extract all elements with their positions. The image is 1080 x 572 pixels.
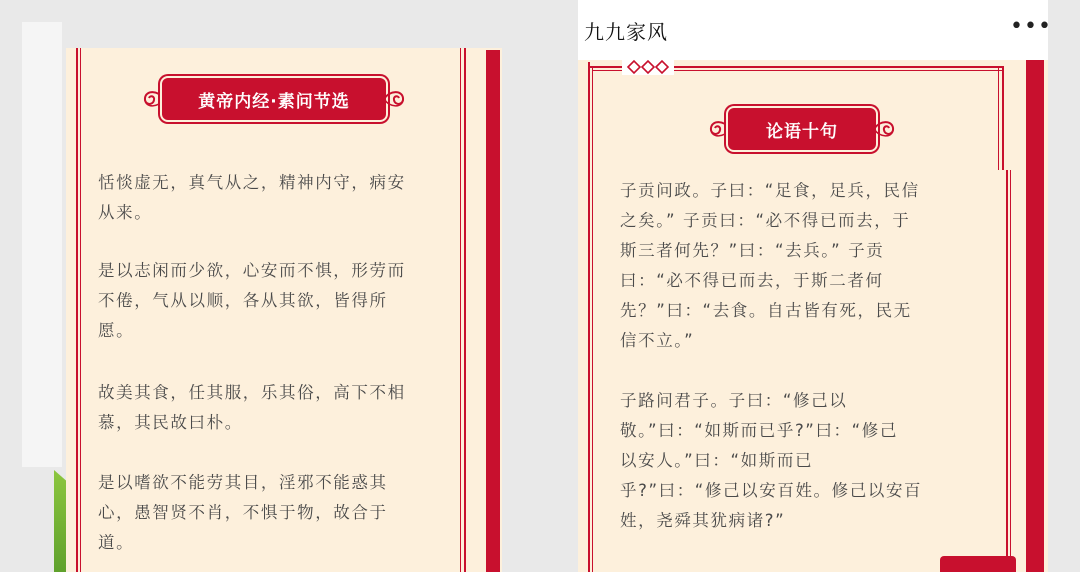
more-menu-icon[interactable]: ••• bbox=[1010, 14, 1052, 39]
frame-line bbox=[76, 48, 78, 572]
scroll-ornament-icon bbox=[382, 86, 408, 112]
frame-red-bar bbox=[1026, 60, 1044, 572]
scroll-ornament-icon bbox=[872, 116, 898, 142]
frame-red-bar bbox=[486, 50, 500, 572]
frame-line bbox=[464, 48, 466, 572]
frame-line bbox=[1002, 66, 1004, 170]
left-title: 黄帝内经·素问节选 bbox=[198, 91, 350, 112]
frame-line bbox=[998, 66, 999, 170]
left-paragraph: 是以嗜欲不能劳其目，淫邪不能惑其 心，愚智贤不肖，不惧于物，故合于 道。 bbox=[98, 473, 388, 552]
frame-line bbox=[1010, 170, 1011, 572]
account-name[interactable]: 九九家风 bbox=[584, 20, 668, 44]
left-gray-strip bbox=[22, 22, 62, 467]
frame-line bbox=[460, 48, 461, 572]
left-title-banner bbox=[140, 74, 408, 124]
right-paragraph: 子贡问政。子曰：“足食，足兵，民信 之矣。” 子贡曰：“必不得已而去，于 斯三者何先？”曰：“去兵。” 子贡 曰：“必不得已而去，于斯二者何 先？”曰：“去食。自古皆有死，民无 信不立。” bbox=[620, 181, 920, 350]
right-title: 论语十句 bbox=[766, 121, 838, 142]
diamond-ornament bbox=[622, 59, 674, 75]
diamond-ornament-icon bbox=[622, 59, 674, 75]
left-paragraph: 恬惔虚无，真气从之，精神内守，病安 从来。 bbox=[98, 173, 406, 222]
frame-line bbox=[588, 62, 590, 572]
frame-line bbox=[1006, 170, 1008, 572]
bottom-stamp-badge bbox=[940, 556, 1016, 572]
right-paragraph: 子路问君子。子曰：“修己以 敬。”曰：“如斯而已乎?”曰：“修己 以安人。”曰：“如斯而已 乎?”曰：“修己以安百姓。修己以安百 姓，尧舜其犹病诸?” bbox=[620, 391, 923, 530]
left-paragraph: 故美其食，任其服，乐其俗，高下不相 慕，其民故曰朴。 bbox=[98, 383, 406, 432]
frame-line bbox=[592, 66, 593, 572]
left-title-box bbox=[162, 78, 386, 120]
right-title-box bbox=[728, 108, 876, 150]
frame-line bbox=[80, 48, 81, 572]
right-title-banner bbox=[706, 104, 898, 154]
left-paragraph: 是以志闲而少欲，心安而不惧，形劳而 不倦，气从以顺，各从其欲，皆得所 愿。 bbox=[98, 261, 406, 340]
